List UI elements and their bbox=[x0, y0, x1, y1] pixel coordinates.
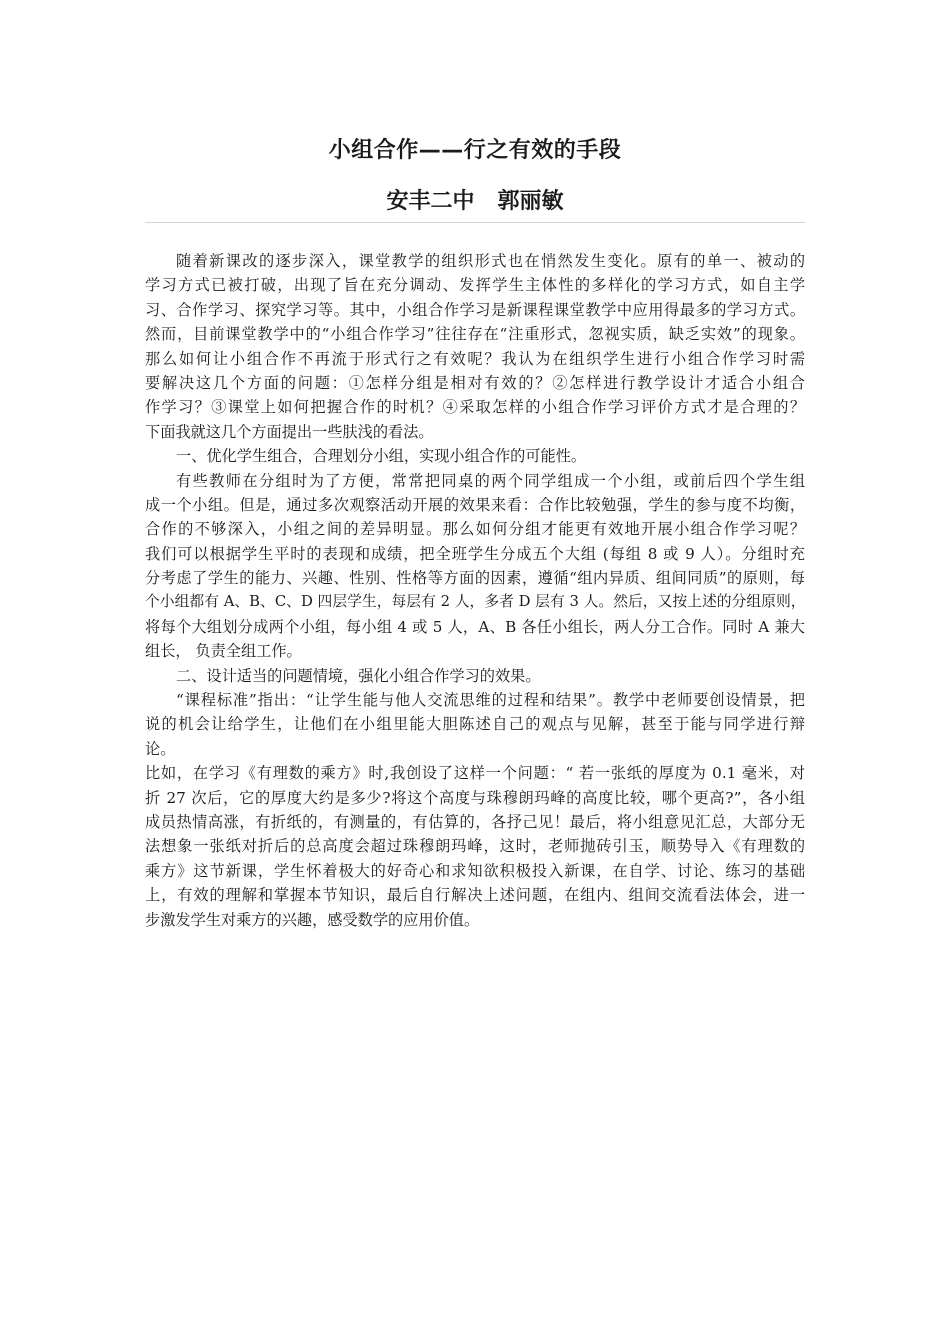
body-text-line: 比如，在学习《有理数的乘方》时,我创设了这样一个问题：“ 若一张纸的厚度为 0.1 毫米，对 bbox=[145, 764, 805, 783]
body-text-line: 个小组都有 A、B、C、D 四层学生，每层有 2 人，多者 D 层有 3 人。然后，又按上述的分组原则， bbox=[145, 593, 806, 611]
document-author-line: 安丰二中 郭丽敏 bbox=[386, 189, 564, 214]
body-text-line: 说的机会让给学生，让他们在小组里能大胆陈述自己的观点与见解，甚至于能与同学进行辩 bbox=[145, 715, 805, 734]
body-text-line: 二、设计适当的问题情境，强化小组合作学习的效果。 bbox=[176, 666, 541, 685]
document-title: 小组合作——行之有效的手段 bbox=[328, 138, 622, 163]
body-text-line: 乘方》这节新课，学生怀着极大的好奇心和求知欲积极投入新课，在自学、讨论、练习的基础 bbox=[145, 861, 805, 880]
body-text-line: 有些教师在分组时为了方便，常常把同桌的两个同学组成一个小组，或前后四个学生组 bbox=[176, 471, 805, 490]
body-text-line: 合作的不够深入，小组之间的差异明显。那么如何分组才能更有效地开展小组合作学习呢？ bbox=[145, 520, 805, 539]
body-text-line: 然而，目前课堂教学中的“小组合作学习”往往存在“注重形式，忽视实质，缺乏实效”的现象。 bbox=[145, 325, 805, 344]
body-text-line: 组长， 负责全组工作。 bbox=[145, 642, 302, 661]
body-text-line: 成一个小组。但是，通过多次观察活动开展的效果来看：合作比较勉强，学生的参与度不均衡， bbox=[145, 495, 805, 514]
body-text-line: 上，有效的理解和掌握本节知识，最后自行解决上述问题，在组内、组间交流看法体会，进一 bbox=[145, 886, 805, 905]
body-text-line: 将每个大组划分成两个小组，每小组 4 或 5 人，A、B 各任小组长，两人分工合作。同时 A 兼大 bbox=[145, 617, 805, 636]
body-text-line: 那么如何让小组合作不再流于形式行之有效呢？我认为在组织学生进行小组合作学习时需 bbox=[145, 349, 805, 368]
body-text-line: 论。 bbox=[145, 739, 176, 758]
body-text-line: 步激发学生对乘方的兴趣，感受数学的应用价值。 bbox=[145, 910, 480, 929]
body-text-line: 要解决这几个方面的问题：①怎样分组是相对有效的？②怎样进行教学设计才适合小组合 bbox=[145, 373, 805, 392]
body-text-line: 随着新课改的逐步深入，课堂教学的组织形式也在悄然发生变化。原有的单一、被动的 bbox=[176, 252, 805, 270]
title-divider bbox=[145, 222, 805, 223]
body-text-line: 作学习？③课堂上如何把握合作的时机？④采取怎样的小组合作学习评价方式才是合理的？ bbox=[145, 398, 805, 417]
body-text-line: 下面我就这几个方面提出一些肤浅的看法。 bbox=[145, 422, 434, 441]
body-text-line: “课程标准”指出：“让学生能与他人交流思维的过程和结果”。教学中老师要创设情景，把 bbox=[176, 691, 805, 710]
body-text-line: 分考虑了学生的能力、兴趣、性别、性格等方面的因素，遵循“组内异质、组间同质”的原则，每 bbox=[145, 569, 805, 588]
document-body bbox=[145, 249, 805, 932]
body-text-line: 法想象一张纸对折后的总高度会超过珠穆朗玛峰，这时，老师抛砖引玉，顺势导入《有理数的 bbox=[145, 837, 805, 856]
body-text-line: 习、合作学习、探究学习等。其中，小组合作学习是新课程课堂教学中应用得最多的学习方式。 bbox=[145, 300, 805, 319]
body-text-line: 我们可以根据学生平时的表现和成绩，把全班学生分成五个大组 (每组 8 或 9 人）。分组时充 bbox=[145, 544, 805, 563]
body-text-line: 学习方式已被打破，出现了旨在充分调动、发挥学生主体性的多样化的学习方式，如自主学 bbox=[145, 276, 805, 295]
body-text-line: 成员热情高涨，有折纸的，有测量的，有估算的，各抒己见！最后，将小组意见汇总，大部分无 bbox=[145, 812, 805, 831]
body-text-line: 折 27 次后，它的厚度大约是多少?将这个高度与珠穆朗玛峰的高度比较，哪个更高?”，各小组 bbox=[145, 788, 805, 807]
body-text-line: 一、优化学生组合，合理划分小组，实现小组合作的可能性。 bbox=[176, 447, 587, 466]
